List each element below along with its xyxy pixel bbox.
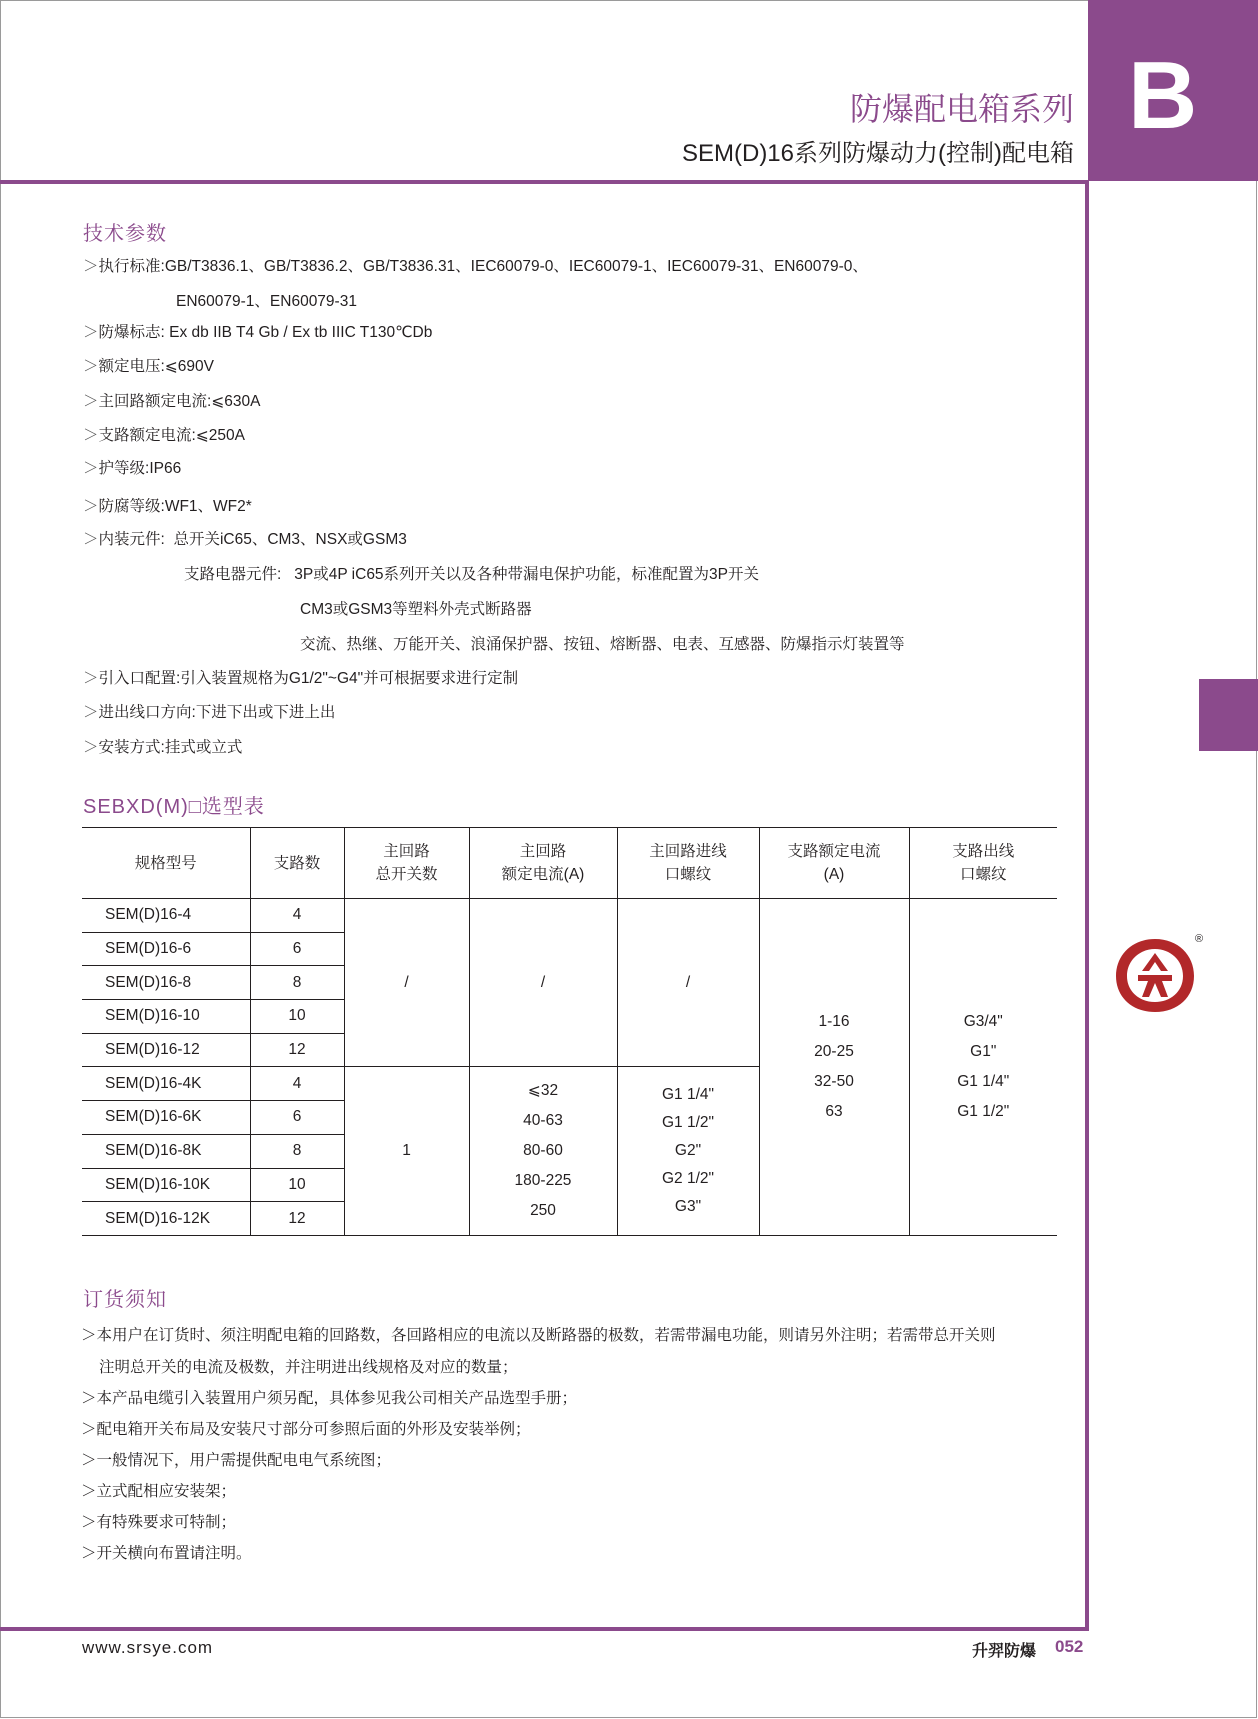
components-main-text: 总开关iC65、CM3、NSX或GSM3 <box>173 531 407 548</box>
bullet-icon: ＞ <box>83 670 99 687</box>
bullet-icon: ＞ <box>83 393 99 410</box>
order-note-text: 一般情况下，用户需提供配电电气系统图； <box>96 1452 392 1469</box>
order-heading: 订货须知 <box>83 1289 167 1311</box>
bullet-icon: ＞ <box>83 739 99 756</box>
cell-branches: 6 <box>250 1101 344 1135</box>
main-thread-value: G2" <box>674 1142 702 1160</box>
spec-install <box>83 735 242 757</box>
branch-current-list <box>760 1012 909 1122</box>
main-current-value: 40-63 <box>523 1112 563 1130</box>
header-text: 主回路 <box>519 843 567 860</box>
main-current-value: 80-60 <box>523 1142 563 1160</box>
footer-brand: 升羿防爆 <box>972 1643 1037 1660</box>
bullet-icon: ＞ <box>81 1452 97 1469</box>
cell-main-switches-group1: / <box>344 899 469 1067</box>
cell-branches: 10 <box>250 1168 344 1202</box>
header-text: 支路额定电流 <box>787 843 881 860</box>
cell-model: SEM(D)16-4K <box>82 1067 250 1101</box>
branch-thread-value: G1 1/4" <box>957 1072 1010 1090</box>
bullet-icon: ＞ <box>83 358 99 375</box>
cell-main-current-group1: / <box>469 899 617 1067</box>
main-current-value: ⩽32 <box>527 1082 559 1100</box>
col-header-main-current <box>469 828 617 899</box>
marking-text: 防爆标志: Ex db IIB T4 Gb / Ex tb IIIC T130℃Db <box>98 324 433 341</box>
order-note <box>81 1417 531 1439</box>
cell-branches: 12 <box>250 1033 344 1067</box>
cell-main-current-group2 <box>469 1067 617 1235</box>
install-text: 安装方式:挂式或立式 <box>98 739 243 756</box>
cell-model: SEM(D)16-6 <box>82 932 250 966</box>
branch-thread-list <box>910 1012 1058 1122</box>
section-letter: B <box>1128 42 1198 149</box>
product-title: SEM(D)16系列防爆动力(控制)配电箱 <box>681 140 1074 167</box>
cell-model: SEM(D)16-8K <box>82 1134 250 1168</box>
col-header-model <box>82 828 250 899</box>
header-text: 支路数 <box>273 854 321 872</box>
cell-branches: 8 <box>250 966 344 1000</box>
main-thread-value: G1 1/4" <box>661 1086 715 1104</box>
order-note <box>81 1323 996 1345</box>
main-thread-value: G2 1/2" <box>661 1170 715 1188</box>
main-current-text: 主回路额定电流:⩽630A <box>98 393 261 410</box>
side-index-tab <box>1199 679 1258 751</box>
branch-current-value: 1-16 <box>818 1012 850 1030</box>
branch-components-label: 支路电器元件: <box>184 566 282 583</box>
cell-branch-thread <box>909 899 1057 1236</box>
bullet-icon: ＞ <box>81 1514 97 1531</box>
brand-logo-icon <box>1112 935 1198 1015</box>
frame-bottom-rule <box>0 1627 1089 1631</box>
header-text: 额定电流(A) <box>501 866 585 883</box>
spec-voltage <box>83 354 214 376</box>
table-row <box>82 899 1057 933</box>
spec-branch-components <box>184 562 759 584</box>
branch-current-text: 支路额定电流:⩽250A <box>98 427 246 444</box>
page-number: 052 <box>1055 1637 1084 1656</box>
cell-branches: 6 <box>250 932 344 966</box>
main-thread-list <box>618 1085 759 1217</box>
bullet-icon: ＞ <box>83 460 99 477</box>
order-note-text: 立式配相应安装架； <box>96 1483 237 1500</box>
spec-direction <box>83 700 335 722</box>
header-text: 主回路进线 <box>649 843 727 860</box>
cell-branches: 8 <box>250 1134 344 1168</box>
bullet-icon: ＞ <box>83 258 99 275</box>
table-header-row <box>82 828 1057 899</box>
cell-model: SEM(D)16-10K <box>82 1168 250 1202</box>
voltage-text: 额定电压:⩽690V <box>98 358 215 375</box>
spec-main-current <box>83 389 261 411</box>
spec-anticorrosion <box>83 494 252 516</box>
branch-thread-value: G1 1/2" <box>957 1102 1010 1120</box>
branch-thread-value: G3/4" <box>963 1012 1003 1030</box>
spec-components <box>83 527 407 549</box>
entry-text: 引入口配置:引入装置规格为G1/2"~G4"并可根据要求进行定制 <box>98 670 519 687</box>
cell-branch-current <box>759 899 909 1236</box>
order-note-text: 本用户在订货时、须注明配电箱的回路数，各回路相应的电流以及断路器的极数，若需带漏电功能，则请另外注明；若需带总开关则 <box>96 1327 996 1344</box>
order-note-text: 配电箱开关布局及安装尺寸部分可参照后面的外形及安装举例； <box>96 1421 531 1438</box>
footer-website[interactable]: www.srsye.com <box>82 1638 214 1657</box>
main-current-value: 250 <box>530 1202 556 1220</box>
cell-model: SEM(D)16-10 <box>82 1000 250 1034</box>
branch-current-value: 63 <box>825 1102 843 1120</box>
order-note <box>81 1448 391 1470</box>
main-current-list <box>470 1081 617 1221</box>
branch-current-value: 32-50 <box>814 1072 854 1090</box>
bullet-icon: ＞ <box>81 1327 97 1344</box>
order-note <box>81 1386 577 1408</box>
header-text: 总开关数 <box>375 866 438 883</box>
frame-top-rule <box>0 180 1089 184</box>
col-header-main-thread <box>617 828 759 899</box>
cell-branches: 10 <box>250 1000 344 1034</box>
cell-main-switches-group2: 1 <box>344 1067 469 1235</box>
branch-components-line2: CM3或GSM3等塑料外壳式断路器 <box>300 601 532 618</box>
col-header-branch-thread <box>909 828 1057 899</box>
registered-mark: ® <box>1195 933 1204 945</box>
main-thread-value: G1 1/2" <box>661 1114 715 1132</box>
bullet-icon: ＞ <box>83 427 99 444</box>
cell-model: SEM(D)16-8 <box>82 966 250 1000</box>
series-title: 防爆配电箱系列 <box>849 91 1074 127</box>
selection-table <box>82 827 1057 1236</box>
header-text: 口螺纹 <box>959 866 1007 883</box>
cell-model: SEM(D)16-6K <box>82 1101 250 1135</box>
cell-branches: 4 <box>250 1067 344 1101</box>
anticorrosion-text: 防腐等级:WF1、WF2* <box>98 498 252 515</box>
bullet-icon: ＞ <box>83 324 99 341</box>
order-note <box>81 1510 236 1532</box>
order-note <box>81 1479 236 1501</box>
cell-branches: 4 <box>250 899 344 933</box>
header-text: 主回路 <box>383 843 430 860</box>
bullet-icon: ＞ <box>83 498 99 515</box>
tech-params-heading: 技术参数 <box>83 223 167 245</box>
spec-entry <box>83 666 518 688</box>
bullet-icon: ＞ <box>81 1390 97 1407</box>
order-note <box>81 1541 252 1563</box>
spec-branch-current <box>83 423 245 445</box>
cell-model: SEM(D)16-4 <box>82 899 250 933</box>
cell-branches: 12 <box>250 1202 344 1236</box>
branch-components-line1: 3P或4P iC65系列开关以及各种带漏电保护功能，标准配置为3P开关 <box>294 566 760 583</box>
protection-text: 护等级:IP66 <box>98 460 182 477</box>
spec-protection <box>83 456 181 478</box>
components-label: 内装元件: <box>98 531 165 548</box>
spec-standards <box>83 254 868 276</box>
cell-model: SEM(D)16-12K <box>82 1202 250 1236</box>
bullet-icon: ＞ <box>83 704 99 721</box>
header-text: 支路出线 <box>952 843 1015 860</box>
bullet-icon: ＞ <box>83 531 99 548</box>
cell-main-thread-group1: / <box>617 899 759 1067</box>
bullet-icon: ＞ <box>81 1421 97 1438</box>
header-text: 规格型号 <box>134 854 197 872</box>
main-current-value: 180-225 <box>514 1172 572 1190</box>
cell-model: SEM(D)16-12 <box>82 1033 250 1067</box>
branch-current-value: 20-25 <box>814 1042 854 1060</box>
standards-line1: GB/T3836.1、GB/T3836.2、GB/T3836.31、IEC60079-0、IEC60079-1、IEC60079-31、EN60079-0、 <box>164 258 868 275</box>
col-header-branch-current <box>759 828 909 899</box>
order-note-text: 开关横向布置请注明。 <box>96 1545 252 1562</box>
order-note-continued: 注明总开关的电流及极数，并注明进出线规格及对应的数量； <box>99 1359 518 1376</box>
header-text: (A) <box>823 866 845 883</box>
cell-main-thread-group2 <box>617 1067 759 1235</box>
frame-right-rule <box>1085 180 1089 1631</box>
col-header-branches <box>250 828 344 899</box>
spec-marking <box>83 320 432 342</box>
branch-thread-value: G1" <box>970 1042 997 1060</box>
branch-components-line3: 交流、热继、万能开关、浪涌保护器、按钮、熔断器、电表、互感器、防爆指示灯装置等 <box>300 636 905 653</box>
standards-label: 执行标准: <box>98 258 165 275</box>
selection-heading: SEBXD(M)□选型表 <box>83 796 265 818</box>
bullet-icon: ＞ <box>81 1545 97 1562</box>
col-header-main-switches <box>344 828 469 899</box>
header-text: 口螺纹 <box>664 866 712 883</box>
bullet-icon: ＞ <box>81 1483 97 1500</box>
order-note-text: 有特殊要求可特制； <box>96 1514 237 1531</box>
standards-line2: EN60079-1、EN60079-31 <box>176 293 357 310</box>
order-note-text: 本产品电缆引入装置用户须另配，具体参见我公司相关产品选型手册； <box>96 1390 578 1407</box>
main-thread-value: G3" <box>674 1198 702 1216</box>
direction-text: 进出线口方向:下进下出或下进上出 <box>98 704 336 721</box>
